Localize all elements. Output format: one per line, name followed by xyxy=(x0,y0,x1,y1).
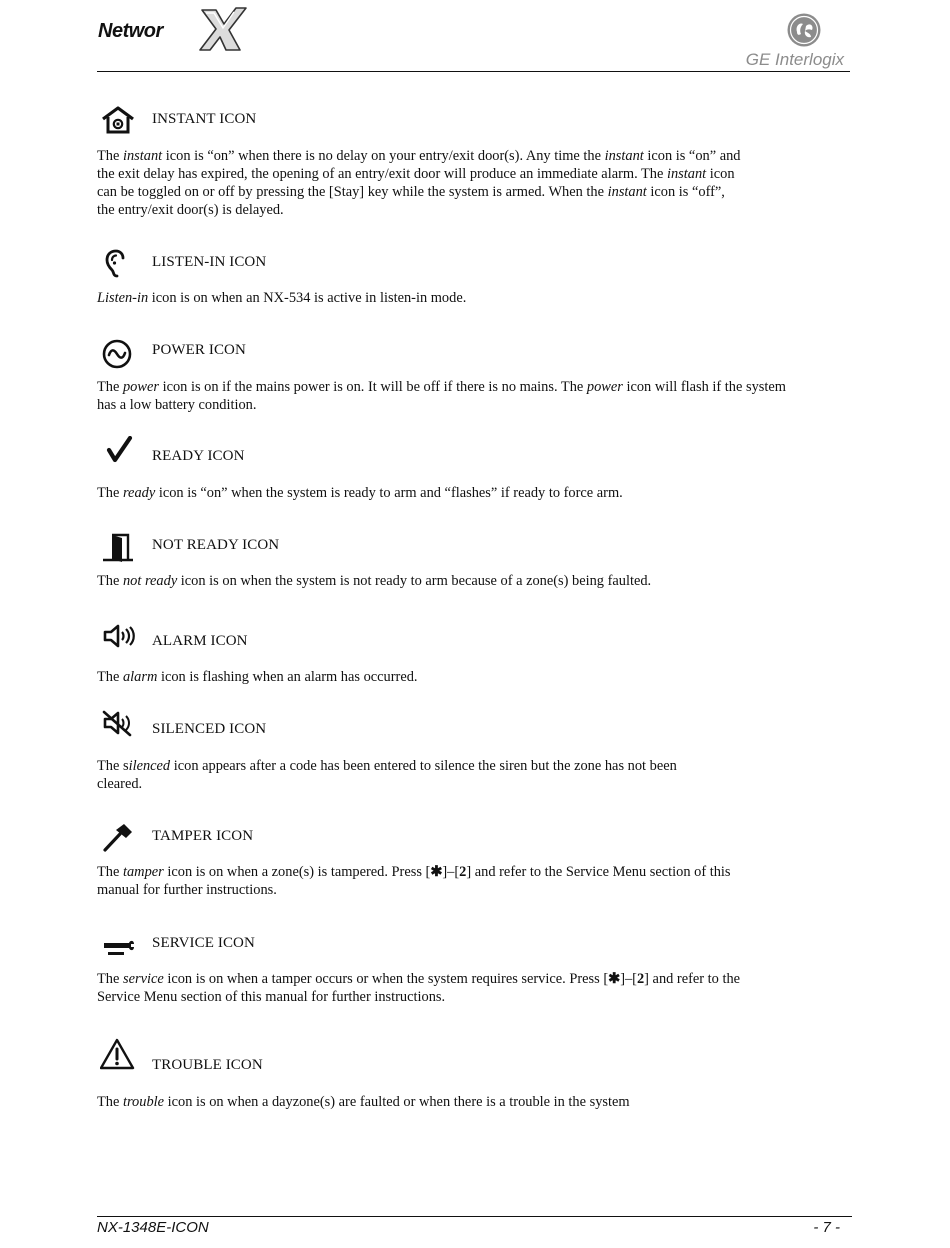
body-line xyxy=(97,396,852,414)
key-text: ✱ xyxy=(430,864,443,880)
page-number: - 7 - xyxy=(813,1219,840,1236)
body-text: has a low battery condition. xyxy=(97,397,257,413)
emphasis-text: trouble xyxy=(122,1094,165,1110)
section-body xyxy=(97,970,852,1006)
key-text: 2 xyxy=(459,864,467,880)
body-text: ]–[ xyxy=(442,864,460,880)
body-line xyxy=(97,183,852,201)
body-text: icon is on when a tamper occurs or when the system requires service. Press [ xyxy=(163,971,609,987)
section-heading: NOT READY ICON xyxy=(152,537,280,553)
body-text: the exit delay has expired, the opening of an entry/exit door will produce an immediate alarm. The xyxy=(97,166,667,182)
body-text: The xyxy=(97,485,123,501)
header-rule xyxy=(97,71,850,72)
section-heading: SERVICE ICON xyxy=(152,935,255,951)
key-text: ✱ xyxy=(608,971,621,987)
section-body xyxy=(97,572,852,590)
body-line xyxy=(97,757,852,775)
document-id: NX-1348E-ICON xyxy=(97,1219,209,1236)
body-line xyxy=(97,201,852,219)
section-heading: READY ICON xyxy=(152,448,245,464)
body-line xyxy=(97,572,852,590)
body-line xyxy=(97,289,852,307)
body-text: icon xyxy=(706,166,735,182)
body-text: icon is “on” and xyxy=(643,148,741,164)
section-body xyxy=(97,378,852,414)
body-text: ]–[ xyxy=(620,971,637,987)
emphasis-text: power xyxy=(586,379,623,395)
body-text: icon is “on” when the system is ready to arm and “flashes” if ready to force arm. xyxy=(155,485,623,501)
body-text: icon is on if the mains power is on. It will be off if there is no mains. The xyxy=(158,379,587,395)
key-text: 2 xyxy=(636,971,645,987)
body-line xyxy=(97,863,852,881)
body-text: icon is on when an NX-534 is active in listen-in mode. xyxy=(148,290,467,306)
open-door-icon xyxy=(100,532,136,564)
house-icon xyxy=(100,104,136,136)
body-line xyxy=(97,881,852,899)
body-text: icon will flash if the system xyxy=(622,379,786,395)
body-text: The xyxy=(97,864,123,880)
emphasis-text: instant xyxy=(607,184,647,200)
body-text: The xyxy=(97,1094,123,1110)
wrench-icon xyxy=(100,932,136,964)
footer-rule xyxy=(97,1216,852,1217)
body-line xyxy=(97,147,852,165)
body-line xyxy=(97,484,852,502)
body-text: can be toggled on or off by pressing the [Stay] key while the system is armed. When the xyxy=(97,184,608,200)
emphasis-text: instant xyxy=(604,148,644,164)
section-body xyxy=(97,147,852,219)
warning-triangle-icon xyxy=(100,1038,136,1070)
section-body xyxy=(97,484,852,502)
section-heading: INSTANT ICON xyxy=(152,111,257,127)
muted-speaker-icon xyxy=(100,708,136,740)
checkmark-icon xyxy=(100,436,136,468)
emphasis-text: Listen-in xyxy=(97,290,149,306)
body-line xyxy=(97,988,852,1006)
emphasis-text: alarm xyxy=(122,669,158,685)
body-text: The s xyxy=(97,758,129,774)
emphasis-text: ilenced xyxy=(128,758,171,774)
body-line xyxy=(97,668,852,686)
body-text: The xyxy=(97,573,123,589)
body-line xyxy=(97,378,852,396)
emphasis-text: instant xyxy=(122,148,163,164)
body-text: The xyxy=(97,379,123,395)
section-heading: TAMPER ICON xyxy=(152,828,254,844)
emphasis-text: service xyxy=(122,971,164,987)
emphasis-text: ready xyxy=(122,485,156,501)
body-text: icon is flashing when an alarm has occurred. xyxy=(157,669,418,685)
section-body xyxy=(97,289,852,307)
logo-wordmark: Networ xyxy=(98,20,163,42)
section-body xyxy=(97,1093,852,1111)
section-heading: ALARM ICON xyxy=(152,633,248,649)
body-text: icon is on when a dayzone(s) are faulted or when there is a trouble in the system xyxy=(164,1094,630,1110)
ear-icon xyxy=(100,248,136,280)
body-text: Service Menu section of this manual for further instructions. xyxy=(97,989,446,1005)
body-text: icon is “on” when there is no delay on your entry/exit door(s). Any time the xyxy=(162,148,605,164)
networx-logo xyxy=(98,6,248,52)
body-line xyxy=(97,970,852,988)
section-heading: LISTEN-IN ICON xyxy=(152,254,267,270)
body-text: ] and refer to the Service Menu section of this xyxy=(466,864,731,880)
body-text: The xyxy=(97,148,123,164)
body-text: The xyxy=(97,669,123,685)
emphasis-text: tamper xyxy=(122,864,164,880)
hammer-icon xyxy=(100,822,136,854)
body-line xyxy=(97,165,852,183)
section-body xyxy=(97,757,852,793)
body-line xyxy=(97,1093,852,1111)
body-text: the entry/exit door(s) is delayed. xyxy=(97,202,284,218)
power-icon xyxy=(100,338,136,370)
emphasis-text: not ready xyxy=(122,573,178,589)
emphasis-text: power xyxy=(122,379,159,395)
section-body xyxy=(97,863,852,899)
body-text: icon appears after a code has been entered to silence the siren but the zone has not been xyxy=(170,758,677,774)
emphasis-text: instant xyxy=(666,166,707,182)
section-heading: TROUBLE ICON xyxy=(152,1057,263,1073)
brand-name: GE Interlogix xyxy=(745,50,844,69)
body-text: manual for further instructions. xyxy=(97,882,277,898)
body-text: icon is on when a zone(s) is tampered. Press [ xyxy=(163,864,431,880)
section-body xyxy=(97,668,852,686)
speaker-icon xyxy=(100,621,136,653)
body-line xyxy=(97,775,852,793)
ge-interlogix-logo xyxy=(744,12,844,70)
ge-monogram-icon xyxy=(786,12,822,48)
body-text: icon is on when the system is not ready to arm because of a zone(s) being faulted. xyxy=(177,573,652,589)
logo-x-mark xyxy=(196,6,248,52)
body-text: The xyxy=(97,971,123,987)
section-heading: SILENCED ICON xyxy=(152,721,267,737)
body-text: ] and refer to the xyxy=(644,971,741,987)
body-text: cleared. xyxy=(97,776,143,792)
body-text: icon is “off”, xyxy=(646,184,725,200)
section-heading: POWER ICON xyxy=(152,342,246,358)
